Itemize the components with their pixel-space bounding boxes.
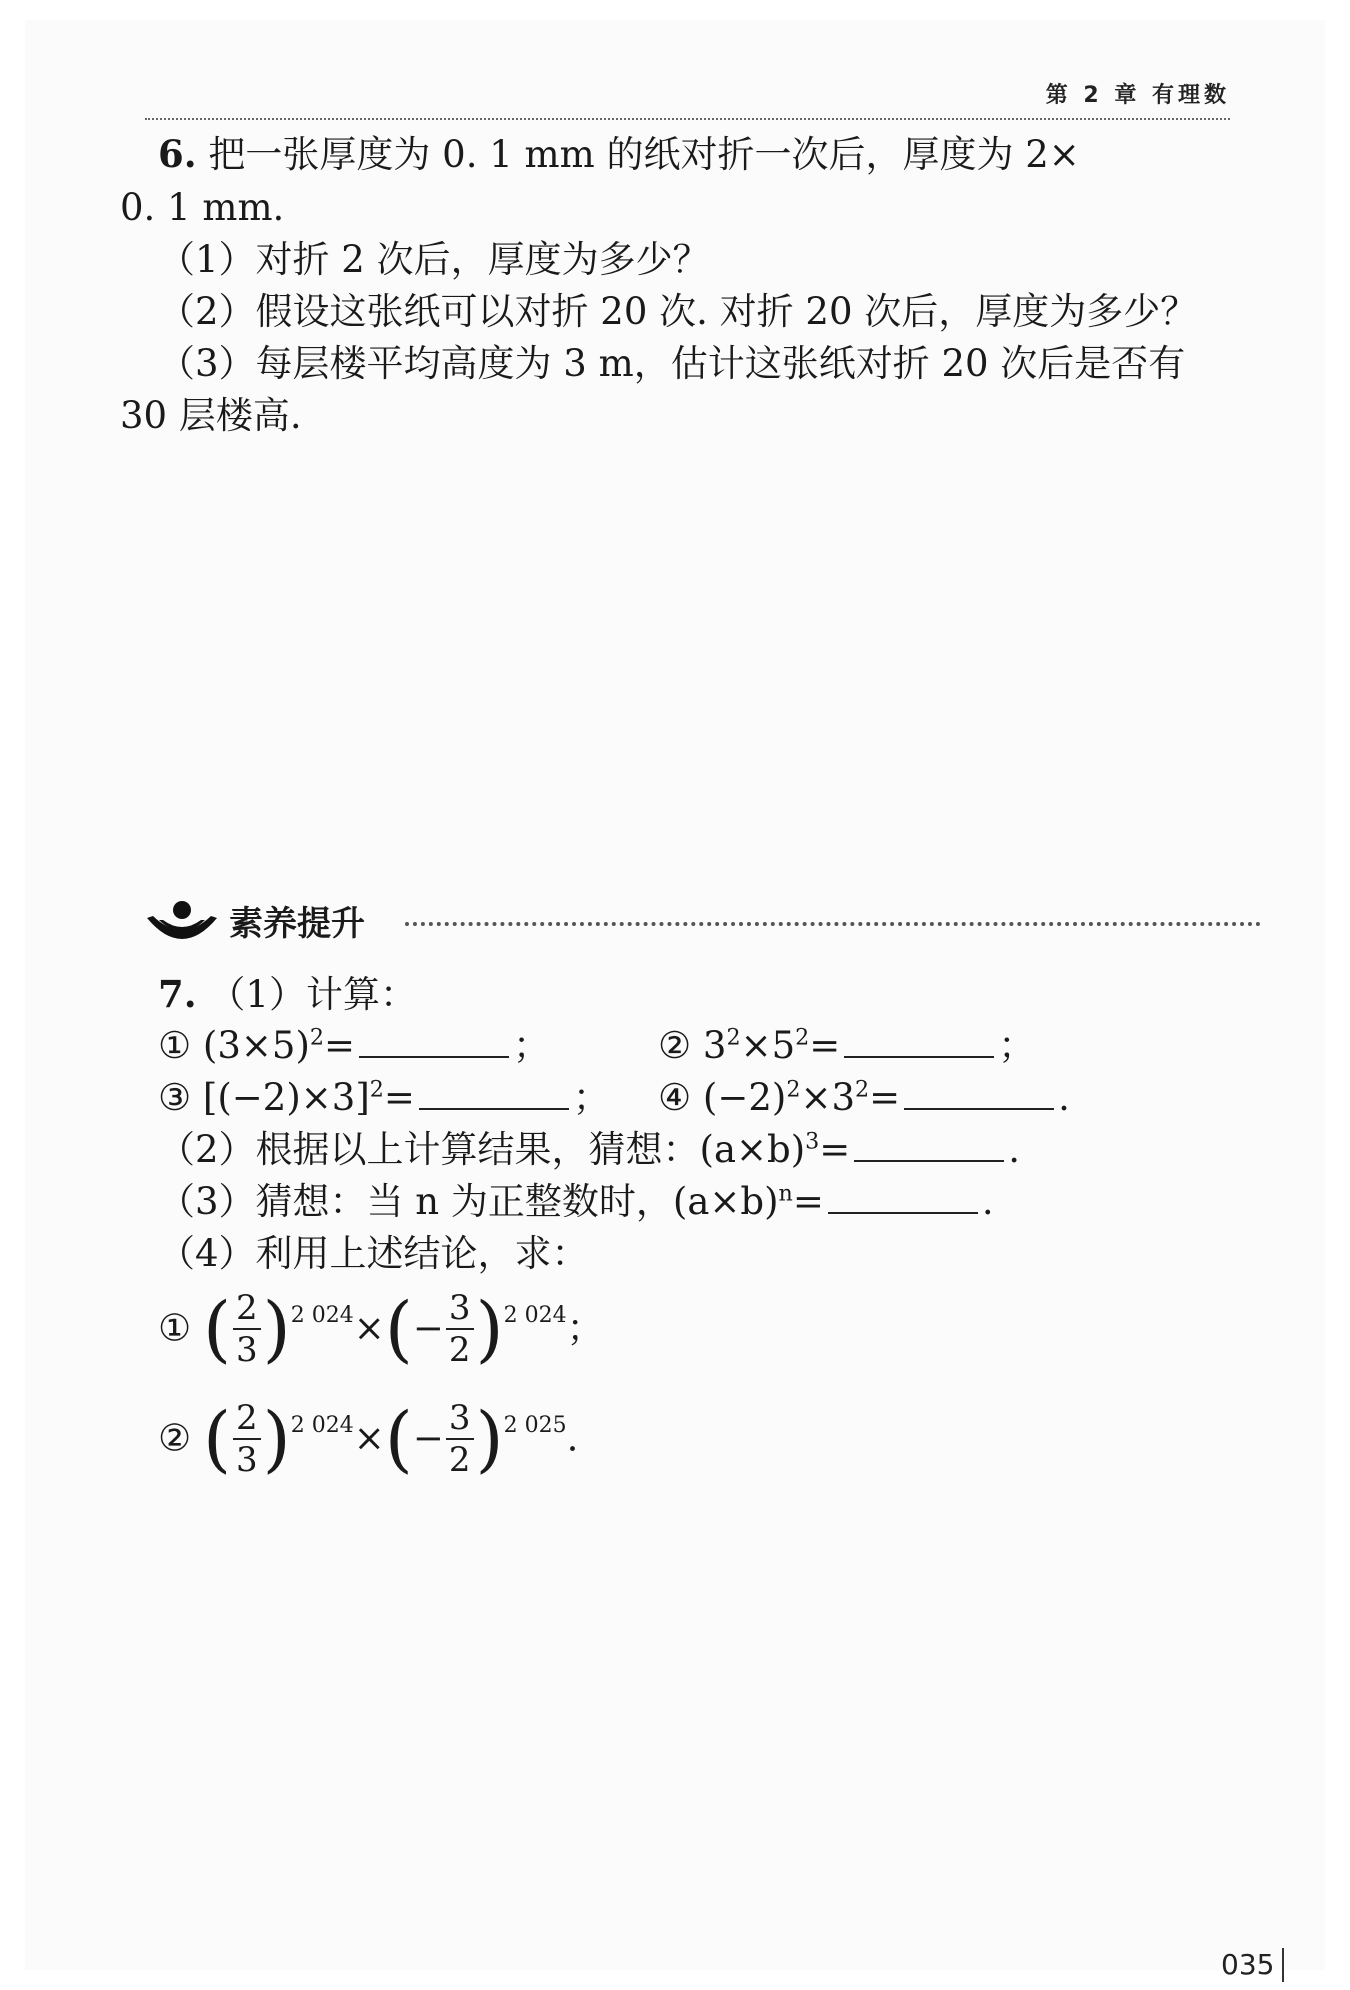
period: . (1008, 1128, 1021, 1171)
problem-7-part-1-line (158, 972, 417, 1017)
running-header (145, 78, 1230, 120)
answer-blank-2[interactable] (844, 1026, 994, 1058)
right-paren: ) (475, 1286, 504, 1371)
calc-2-times: ×5 (740, 1024, 796, 1067)
problem-6-intro-line-2: 0. 1 mm. (120, 186, 285, 229)
expression-1 (158, 1276, 604, 1376)
calc-4-times: ×3 (800, 1076, 856, 1119)
calc-1-expression: ① (3×5) (158, 1024, 310, 1067)
right-paren: ) (475, 1396, 504, 1481)
minus-sign: − (412, 1306, 444, 1350)
fraction-three-halves: $\frac{3}{2}$ (446, 1401, 474, 1477)
expression-2-label: ② (158, 1416, 192, 1460)
calc-item-1 (158, 1024, 550, 1068)
answer-blank-5[interactable] (854, 1130, 1004, 1162)
problem-6-question-1: （1）对折 2 次后，厚度为多少？ (158, 238, 710, 281)
left-paren: ( (202, 1396, 232, 1481)
answer-blank-6[interactable] (828, 1182, 978, 1214)
problem-7-part-3 (158, 1180, 994, 1224)
calc-1-exponent: 2 (309, 1024, 325, 1051)
fraction-two-thirds: $\frac{2}{3}$ (233, 1401, 261, 1477)
equals-sign: = (809, 1024, 841, 1067)
part-2-exponent: 3 (805, 1128, 820, 1155)
problem-6-number: 6. (158, 132, 197, 176)
right-paren: ) (262, 1286, 291, 1371)
exponent-2024: 2 024 (290, 1413, 354, 1438)
section-heading (143, 898, 1261, 950)
section-emblem-icon (143, 898, 221, 950)
section-divider (405, 922, 1261, 926)
left-paren: ( (384, 1286, 413, 1371)
semicolon: ； (998, 1024, 1036, 1067)
calc-2-base: ② 3 (658, 1024, 727, 1067)
problem-6-intro-line-1 (158, 132, 1080, 177)
exponent-2024: 2 024 (503, 1303, 567, 1328)
equals-sign: = (792, 1180, 824, 1223)
calc-4-exponent-b: 2 (855, 1076, 870, 1103)
answer-blank-4[interactable] (904, 1078, 1054, 1110)
times-sign: × (353, 1416, 385, 1460)
problem-7-number: 7. (158, 972, 197, 1016)
problem-6-intro-text: 把一张厚度为 0. 1 mm 的纸对折一次后，厚度为 2× (208, 133, 1080, 176)
part-2-text: （2）根据以上计算结果，猜想：(a×b) (158, 1128, 806, 1171)
fraction-three-halves: $\frac{3}{2}$ (446, 1291, 474, 1367)
part-3-text: （3）猜想：当 n 为正整数时，(a×b) (158, 1180, 779, 1223)
page (25, 20, 1325, 1981)
period: . (1058, 1076, 1070, 1119)
left-paren: ( (384, 1396, 413, 1481)
period: . (981, 1180, 994, 1223)
calc-3-exponent: 2 (369, 1076, 384, 1103)
fraction-two-thirds: $\frac{2}{3}$ (233, 1291, 261, 1367)
problem-6-question-3-line-1: （3）每层楼平均高度为 3 m，估计这张纸对折 20 次后是否有 (158, 342, 1186, 385)
period: . (566, 1416, 579, 1460)
exponent-2024: 2 024 (290, 1303, 354, 1328)
semicolon: ； (572, 1076, 610, 1119)
times-sign: × (353, 1306, 385, 1350)
right-paren: ) (262, 1396, 291, 1481)
problem-7-part-2 (158, 1128, 1020, 1172)
problem-7-part-1-label: （1）计算： (208, 973, 417, 1016)
expression-2 (158, 1386, 578, 1486)
page-number: 035 (1221, 1948, 1284, 1982)
section-title: 素养提升 (229, 904, 365, 944)
problem-6-question-3-line-2: 30 层楼高. (120, 394, 302, 437)
problem-7-part-4: （4）利用上述结论，求： (158, 1232, 589, 1275)
calc-item-2 (658, 1024, 1035, 1068)
calc-2-exponent-b: 2 (795, 1024, 810, 1051)
calc-2-exponent-a: 2 (726, 1024, 741, 1051)
calc-item-3 (158, 1076, 610, 1120)
calc-4-base: ④ (−2) (658, 1076, 787, 1119)
equals-sign: = (869, 1076, 901, 1119)
part-3-exponent: n (778, 1180, 793, 1207)
equals-sign: = (819, 1128, 851, 1171)
equals-sign: = (383, 1076, 415, 1119)
minus-sign: − (412, 1416, 444, 1460)
calc-3-expression: ③ [(−2)×3] (158, 1076, 370, 1119)
chapter-title: 第 2 章 有理数 (1045, 83, 1230, 108)
answer-blank-1[interactable] (359, 1026, 509, 1058)
semicolon: ； (513, 1024, 551, 1067)
calc-4-exponent-a: 2 (786, 1076, 801, 1103)
exponent-2025: 2 025 (503, 1413, 567, 1438)
expression-1-label: ① (158, 1306, 192, 1350)
left-paren: ( (202, 1286, 232, 1371)
equals-sign: = (324, 1024, 356, 1067)
problem-6-question-2: （2）假设这张纸可以对折 20 次. 对折 20 次后，厚度为多少？ (158, 290, 1198, 333)
answer-blank-3[interactable] (419, 1078, 569, 1110)
calc-item-4 (658, 1076, 1070, 1120)
semicolon: ； (566, 1306, 604, 1350)
